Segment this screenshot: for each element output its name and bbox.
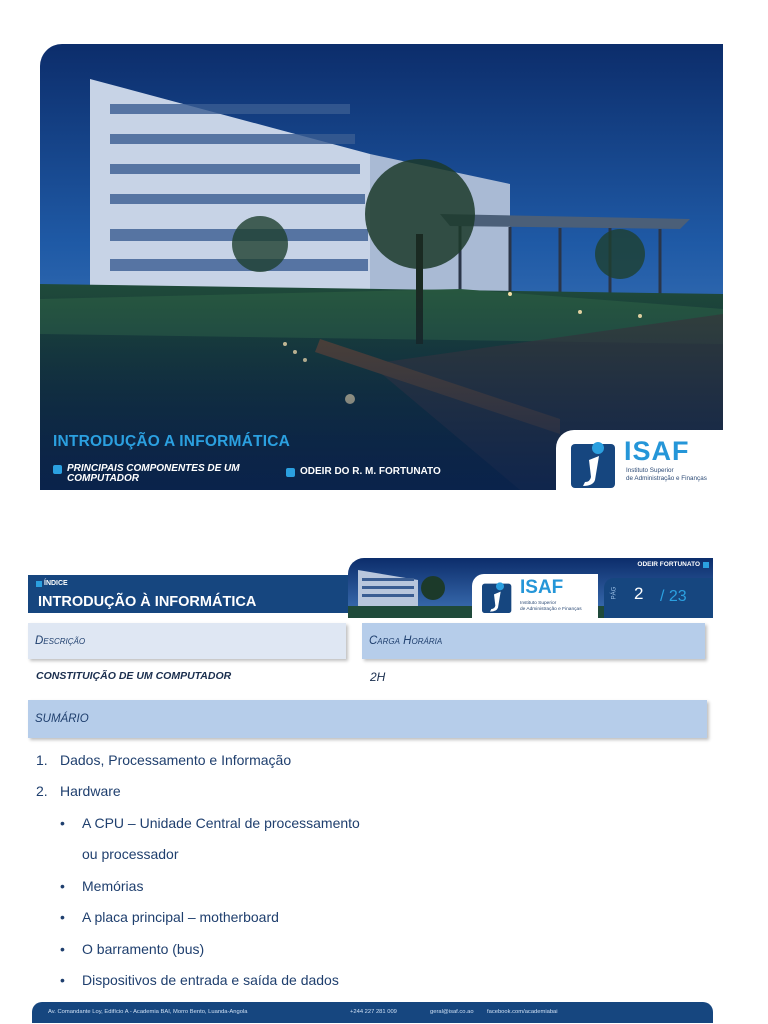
cover-photo bbox=[40, 44, 723, 490]
bullet-dot-icon: • bbox=[60, 815, 65, 831]
mini-logo-subtitle bbox=[520, 601, 582, 613]
footer-phone: +244 227 281 009 bbox=[350, 1009, 397, 1015]
bullet-square-icon bbox=[286, 468, 295, 477]
page-current: 2 bbox=[634, 584, 644, 603]
bullet-square-icon bbox=[703, 562, 709, 568]
sub-item-text: ou processador bbox=[82, 846, 179, 862]
sub-item-text: Memórias bbox=[82, 878, 144, 894]
isaf-logo-icon bbox=[482, 580, 514, 614]
sub-list-item bbox=[60, 909, 279, 925]
cover-author bbox=[286, 467, 441, 477]
page-indicator bbox=[604, 578, 713, 618]
summary-header: SUMÁRIO bbox=[28, 700, 707, 738]
isaf-logo bbox=[556, 430, 723, 490]
mini-logo-name: ISAF bbox=[520, 577, 564, 598]
sub-item-text: A CPU – Unidade Central de processamento bbox=[82, 815, 360, 831]
cover-title: INTRODUÇÃO A INFORMÁTICA bbox=[53, 433, 290, 450]
description-header: Descrição bbox=[28, 623, 346, 659]
sub-item-text: A placa principal – motherboard bbox=[82, 909, 279, 925]
footer-address: Av. Comandante Loy, Edifício A - Academia BAI, Morro Bento, Luanda-Angola bbox=[48, 1009, 248, 1015]
sub-list-item bbox=[60, 815, 360, 831]
cover-subject bbox=[53, 464, 253, 484]
bullet-dot-icon: • bbox=[60, 909, 65, 925]
bullet-dot-icon: • bbox=[60, 941, 65, 957]
workload-header: Carga Horária bbox=[362, 623, 705, 659]
mini-logo-sub1: Instituto Superior bbox=[520, 601, 557, 606]
sub-list-item-continuation bbox=[82, 846, 179, 862]
mini-logo-sub2: de Administração e Finanças bbox=[520, 607, 582, 612]
slide-title: INTRODUÇÃO À INFORMÁTICA bbox=[38, 594, 257, 610]
header-kicker bbox=[36, 580, 68, 587]
isaf-logo-name: ISAF bbox=[624, 436, 690, 466]
isaf-mini-logo bbox=[472, 574, 598, 618]
list-item bbox=[36, 752, 291, 768]
sub-list-item bbox=[60, 878, 143, 894]
bullet-dot-icon: • bbox=[60, 972, 65, 988]
author-text: ODEIR FORTUNATO bbox=[637, 561, 700, 568]
index-slide bbox=[28, 558, 713, 1024]
header-author bbox=[637, 561, 709, 568]
logo-sub-line1: Instituto Superior bbox=[626, 467, 674, 474]
page-total: / 23 bbox=[660, 588, 687, 605]
sub-item-text: O barramento (bus) bbox=[82, 941, 205, 957]
list-item bbox=[36, 783, 121, 799]
bullet-dot-icon: • bbox=[60, 878, 65, 894]
list-item-number: 1. bbox=[36, 752, 48, 768]
list-item-text: Dados, Processamento e Informação bbox=[60, 752, 292, 768]
cover-slide bbox=[40, 44, 723, 490]
description-value: CONSTITUIÇÃO DE UM COMPUTADOR bbox=[36, 670, 232, 682]
sub-list-item bbox=[60, 941, 204, 957]
list-item-number: 2. bbox=[36, 783, 48, 799]
isaf-logo-icon bbox=[571, 440, 619, 488]
kicker-text: ÍNDICE bbox=[44, 580, 68, 587]
bullet-square-icon bbox=[36, 581, 42, 587]
sub-list-item bbox=[60, 972, 339, 988]
sub-item-text: Dispositivos de entrada e saída de dados bbox=[82, 972, 339, 988]
footer-bar bbox=[32, 1002, 713, 1023]
bullet-square-icon bbox=[53, 465, 62, 474]
footer-facebook: facebook.com/academiabai bbox=[487, 1009, 558, 1015]
page-label: PÁG bbox=[611, 586, 618, 600]
cover-author-text: ODEIR DO R. M. FORTUNATO bbox=[300, 466, 441, 477]
isaf-logo-subtitle bbox=[626, 467, 707, 483]
logo-sub-line2: de Administração e Finanças bbox=[626, 475, 707, 482]
footer-email: geral@isaf.co.ao bbox=[430, 1009, 474, 1015]
list-item-text: Hardware bbox=[60, 783, 121, 799]
workload-value: 2H bbox=[370, 670, 386, 684]
cover-subject-text: PRINCIPAIS COMPONENTES DE UM COMPUTADOR bbox=[67, 463, 240, 484]
header-banner bbox=[348, 558, 713, 618]
